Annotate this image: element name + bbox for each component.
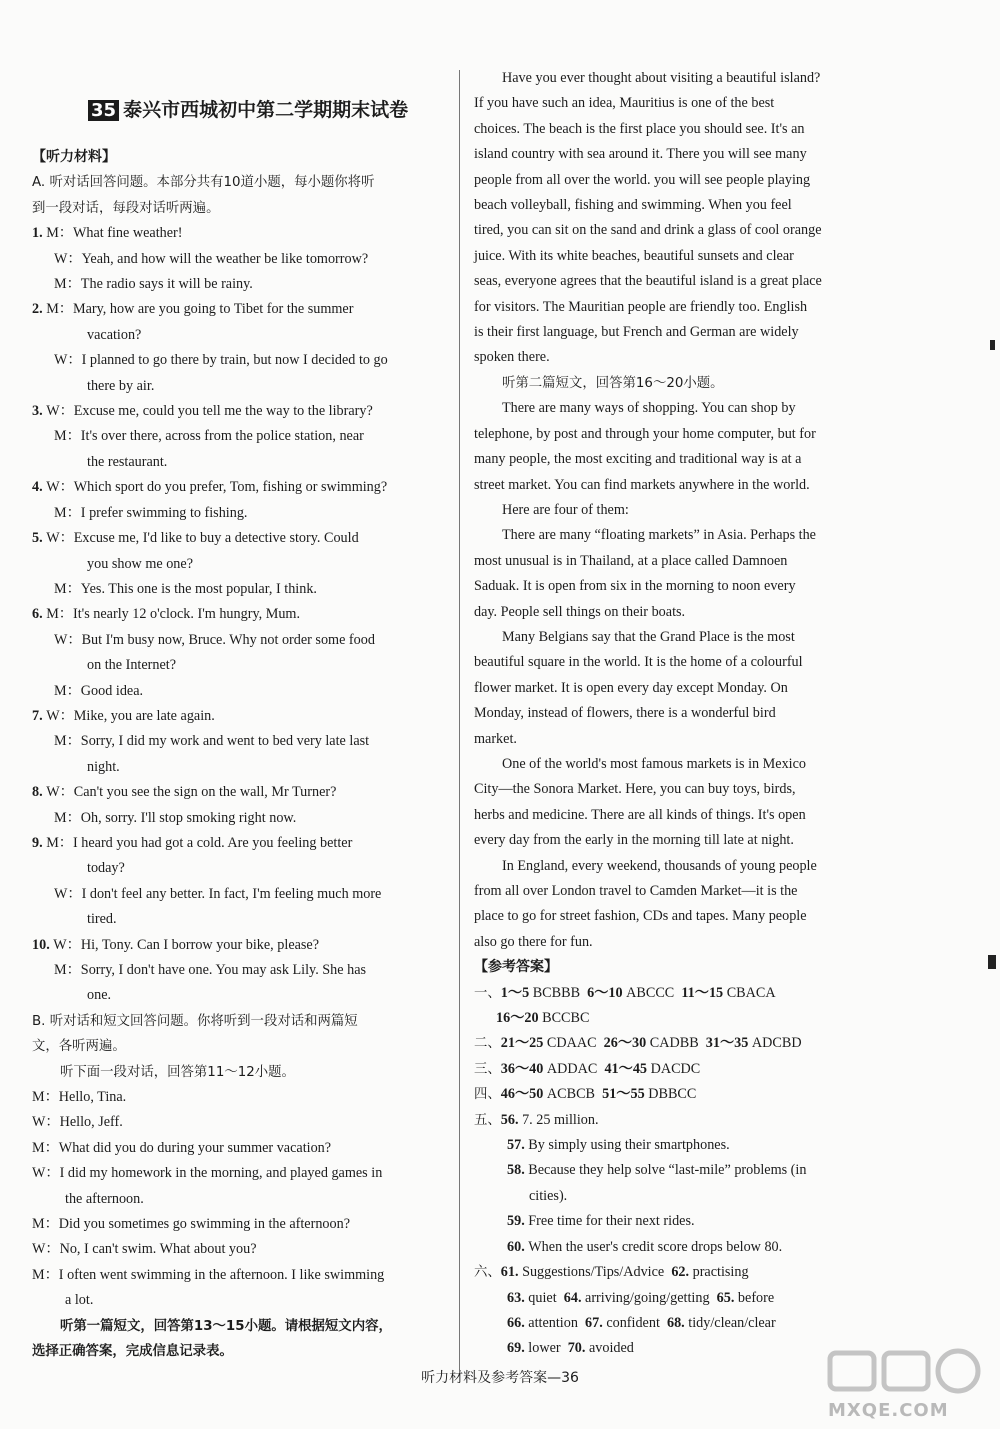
line-text: the restaurant. xyxy=(87,453,168,470)
line-text: M：Sorry, I don't have one. You may ask Lily. She has xyxy=(54,962,367,978)
right-line xyxy=(474,981,886,1006)
line-text: for visitors. The Mauritian people are friendly too. English xyxy=(474,298,808,315)
right-line xyxy=(474,955,886,980)
section-label: 五、 xyxy=(474,1112,501,1128)
left-line xyxy=(32,856,452,881)
left-line xyxy=(32,1314,452,1339)
left-line xyxy=(32,196,452,221)
left-line xyxy=(32,272,452,297)
right-line xyxy=(474,447,886,472)
answer-number: 6～10 xyxy=(587,984,627,1001)
left-line xyxy=(32,1009,452,1034)
right-line xyxy=(474,1006,886,1031)
right-line xyxy=(474,117,886,142)
section-label: 六、 xyxy=(474,1265,501,1281)
right-line xyxy=(474,168,886,193)
right-line xyxy=(474,1235,886,1260)
line-text: M：Sorry, I did my work and went to bed very late last xyxy=(54,733,370,750)
left-line xyxy=(32,628,452,653)
line-text: W：I did my homework in the morning, and played games in xyxy=(32,1165,383,1182)
answer-number: 59. xyxy=(507,1213,529,1230)
line-text: M：Mary, how are you going to Tibet for the summer xyxy=(46,301,354,318)
section-label: 一、 xyxy=(474,985,501,1001)
line-text: spoken there. xyxy=(474,349,550,366)
answer-text: arriving/going/getting xyxy=(585,1289,717,1306)
left-line xyxy=(32,424,452,449)
line-text: W：Excuse me, I'd like to buy a detective story. Could xyxy=(46,530,359,547)
left-line xyxy=(32,247,452,272)
answer-text: Free time for their next rides. xyxy=(528,1213,695,1230)
answer-text: avoided xyxy=(588,1340,634,1357)
line-text: vacation? xyxy=(87,326,142,343)
line-text: M：I prefer swimming to fishing. xyxy=(54,504,248,521)
answer-text: tidy/clean/clear xyxy=(688,1314,776,1331)
right-line xyxy=(474,600,886,625)
left-line xyxy=(32,501,452,526)
answer-text: cities). xyxy=(529,1187,568,1204)
left-line xyxy=(32,1136,452,1161)
right-line xyxy=(474,625,886,650)
question-number: 2. xyxy=(32,301,47,318)
line-text: Have you ever thought about visiting a beautiful island? xyxy=(502,70,821,86)
right-line xyxy=(474,422,886,447)
line-text: W：Which sport do you prefer, Tom, fishing or swimming? xyxy=(46,479,388,496)
question-number: 10. xyxy=(32,936,54,953)
line-text: night. xyxy=(87,758,120,775)
line-text: W：Yeah, and how will the weather be like tomorrow? xyxy=(54,250,369,267)
line-text: W：Mike, you are late again. xyxy=(46,707,215,724)
answer-text: confident xyxy=(606,1314,667,1331)
line-text: W：I don't feel any better. In fact, I'm feeling much more xyxy=(54,885,382,902)
line-text: W：But I'm busy now, Bruce. Why not order some food xyxy=(54,631,375,648)
right-line xyxy=(474,1082,886,1107)
line-text: M：Good idea. xyxy=(54,682,144,699)
left-line xyxy=(32,1161,452,1186)
line-text: M：Yes. This one is the most popular, I think. xyxy=(54,580,317,597)
right-line xyxy=(474,803,886,828)
right-line xyxy=(474,1158,886,1183)
right-line xyxy=(474,1133,886,1158)
left-line xyxy=(32,704,452,729)
line-text: W：Hello, Jeff. xyxy=(32,1114,123,1131)
answer-number: 36～40 xyxy=(500,1060,547,1077)
left-line xyxy=(32,1339,452,1364)
page-footer: 听力材料及参考答案—36 xyxy=(421,1370,579,1386)
right-line xyxy=(474,574,886,599)
right-line xyxy=(474,396,886,421)
line-text: one. xyxy=(87,987,112,1004)
section-label: 二、 xyxy=(474,1036,501,1052)
question-number: 3. xyxy=(32,403,47,420)
answer-text: 7. 25 million. xyxy=(522,1111,599,1128)
answer-text: Because they help solve “last-mile” problems (in xyxy=(528,1162,807,1179)
left-line xyxy=(32,983,452,1008)
left-line xyxy=(32,552,452,577)
line-text: tired, you can sit on the sand and drink a glass of cool orange xyxy=(474,222,822,239)
line-text: most unusual is in Thailand, at a place called Damnoen xyxy=(474,552,788,569)
line-text: choices. The beach is the first place you should see. It's an xyxy=(474,120,805,137)
line-text: island country with sea around it. There you will see many xyxy=(474,146,807,163)
line-text: Monday, instead of flowers, there is a wonderful bird xyxy=(474,705,776,722)
answer-text: By simply using their smartphones. xyxy=(528,1137,730,1154)
right-line xyxy=(474,777,886,802)
line-text: day. People sell things on their boats. xyxy=(474,603,686,620)
line-text: Many Belgians say that the Grand Place is the most xyxy=(502,628,795,645)
right-line xyxy=(474,1184,886,1209)
left-line xyxy=(32,1034,452,1059)
left-line xyxy=(32,1060,452,1085)
line-text: beautiful square in the world. It is the home of a colourful xyxy=(474,654,803,671)
answer-number: 62. xyxy=(671,1264,693,1281)
right-line xyxy=(474,752,886,777)
answer-number: 68. xyxy=(666,1314,689,1331)
section-label: 三、 xyxy=(474,1061,501,1077)
left-line xyxy=(32,1288,452,1313)
line-text: 【参考答案】 xyxy=(474,959,558,976)
right-column xyxy=(474,66,886,1362)
answer-text: before xyxy=(737,1289,775,1306)
left-line xyxy=(32,170,452,195)
line-text: There are many “floating markets” in Asia. Perhaps the xyxy=(502,527,816,544)
answer-number: 46～50 xyxy=(500,1086,547,1103)
right-line xyxy=(474,904,886,929)
line-text: M：I heard you had got a cold. Are you feeling better xyxy=(46,834,353,851)
answer-number: 70. xyxy=(567,1340,589,1357)
answer-text: CBACA xyxy=(726,984,776,1001)
answer-number: 66. xyxy=(507,1314,529,1331)
left-column xyxy=(32,145,452,1365)
line-text: people from all over the world. you will see people playing xyxy=(474,171,811,188)
left-line xyxy=(32,1085,452,1110)
right-line xyxy=(474,701,886,726)
left-line xyxy=(32,882,452,907)
answer-number: 64. xyxy=(563,1289,586,1306)
line-text: place to go for street fashion, CDs and tapes. Many people xyxy=(474,908,807,925)
right-line xyxy=(474,549,886,574)
answer-number: 61. xyxy=(500,1264,523,1281)
line-text: herbs and medicine. There are all kinds of things. It's open xyxy=(474,806,806,823)
answer-text: quiet xyxy=(528,1289,564,1306)
right-line xyxy=(474,498,886,523)
right-line xyxy=(474,828,886,853)
right-line xyxy=(474,218,886,243)
line-text: W：No, I can't swim. What about you? xyxy=(32,1241,257,1258)
right-line xyxy=(474,930,886,955)
answer-number: 31～35 xyxy=(705,1035,752,1052)
right-line xyxy=(474,1260,886,1285)
answer-number: 65. xyxy=(716,1289,738,1306)
left-line xyxy=(32,297,452,322)
left-line xyxy=(32,348,452,373)
left-line xyxy=(32,450,452,475)
answer-text: practising xyxy=(692,1264,749,1281)
scan-edge-mark xyxy=(988,955,996,969)
right-line xyxy=(474,1311,886,1336)
line-text: W：Hi, Tony. Can I borrow your bike, please? xyxy=(53,936,320,953)
left-line xyxy=(32,145,452,170)
left-line xyxy=(32,755,452,780)
line-text: market. xyxy=(474,730,517,747)
line-text: also go there for fun. xyxy=(474,933,593,950)
right-line xyxy=(474,320,886,345)
left-line xyxy=(32,1237,452,1262)
answer-number: 69. xyxy=(507,1340,529,1357)
exam-title-text: 泰兴市西城初中第二学期期末试卷 xyxy=(123,99,409,121)
line-text: the afternoon. xyxy=(65,1190,144,1207)
line-text: M：Hello, Tina. xyxy=(32,1089,127,1106)
column-divider xyxy=(459,70,460,1370)
right-line xyxy=(474,142,886,167)
line-text: M：It's over there, across from the police station, near xyxy=(54,428,364,445)
line-text: 【听力材料】 xyxy=(32,149,116,165)
right-line xyxy=(474,854,886,879)
question-number: 8. xyxy=(32,784,47,801)
right-line xyxy=(474,650,886,675)
line-text: B. 听对话和短文回答问题。你将听到一段对话和两篇短 xyxy=(32,1013,358,1029)
line-text: on the Internet? xyxy=(87,657,177,674)
line-text: street market. You can find markets anywhere in the world. xyxy=(474,476,810,493)
left-line xyxy=(32,1110,452,1135)
question-number: 1. xyxy=(32,225,47,242)
answer-text: attention xyxy=(528,1314,586,1331)
line-text: 听下面一段对话，回答第11～12小题。 xyxy=(60,1064,295,1080)
line-text: 听第二篇短文，回答第16～20小题。 xyxy=(502,375,724,391)
left-line xyxy=(32,323,452,348)
line-text: M：Did you sometimes go swimming in the afternoon? xyxy=(32,1216,350,1233)
answer-number: 41～45 xyxy=(604,1060,651,1077)
right-line xyxy=(474,879,886,904)
answer-text: CADBB xyxy=(649,1035,706,1052)
left-line xyxy=(32,806,452,831)
left-line xyxy=(32,653,452,678)
right-line xyxy=(474,473,886,498)
watermark-url: MXQE.COM xyxy=(828,1400,949,1421)
line-text: A. 听对话回答问题。本部分共有10道小题，每小题你将听 xyxy=(32,175,375,191)
line-text: M：It's nearly 12 o'clock. I'm hungry, Mum. xyxy=(46,606,300,623)
line-text: there by air. xyxy=(87,377,155,394)
line-text: Saduak. It is open from six in the morning to noon every xyxy=(474,578,796,595)
line-text: W：I planned to go there by train, but now I decided to go xyxy=(54,352,388,369)
answer-text: ABCCC xyxy=(626,984,682,1001)
answer-number: 63. xyxy=(507,1289,529,1306)
line-text: W：Excuse me, could you tell me the way to the library? xyxy=(46,403,373,420)
answer-text: DBBCC xyxy=(648,1086,697,1103)
left-line xyxy=(32,1187,452,1212)
right-line xyxy=(474,676,886,701)
answer-text: When the user's credit score drops below 80. xyxy=(528,1238,783,1255)
answer-text: BCCBC xyxy=(542,1010,590,1027)
right-line xyxy=(474,1031,886,1056)
question-number: 5. xyxy=(32,530,47,547)
answer-text: ADDAC xyxy=(546,1060,605,1077)
exam-number-badge: 35 xyxy=(88,100,119,121)
right-line xyxy=(474,295,886,320)
line-text: M：What did you do during your summer vacation? xyxy=(32,1139,332,1156)
right-line xyxy=(474,193,886,218)
answer-text: Suggestions/Tips/Advice xyxy=(522,1264,672,1281)
right-line xyxy=(474,371,886,396)
right-line xyxy=(474,727,886,752)
right-line xyxy=(474,66,886,91)
answer-number: 60. xyxy=(507,1238,529,1255)
line-text: every day from the early in the morning till late at night. xyxy=(474,832,794,849)
right-line xyxy=(474,244,886,269)
answer-number: 58. xyxy=(507,1162,529,1179)
right-line xyxy=(474,1108,886,1133)
question-number: 9. xyxy=(32,834,47,851)
left-line xyxy=(32,221,452,246)
right-line xyxy=(474,523,886,548)
left-line xyxy=(32,679,452,704)
line-text: W：Can't you see the sign on the wall, Mr Turner? xyxy=(46,784,337,801)
page-title xyxy=(88,95,408,122)
line-text: There are many ways of shopping. You can shop by xyxy=(502,400,796,417)
line-text: M：What fine weather! xyxy=(46,225,183,242)
line-text: seas, everyone agrees that the beautiful island is a great place xyxy=(474,273,822,290)
left-line xyxy=(32,1212,452,1237)
line-text: 选择正确答案，完成信息记录表。 xyxy=(32,1344,233,1360)
line-text: M：The radio says it will be rainy. xyxy=(54,276,253,293)
line-text: Here are four of them: xyxy=(502,501,629,518)
line-text: today? xyxy=(87,860,125,877)
right-line xyxy=(474,1057,886,1082)
line-text: beach volleyball, fishing and swimming. When you feel xyxy=(474,197,792,214)
left-line xyxy=(32,831,452,856)
line-text: 听第一篇短文，回答第13～15小题。请根据短文内容， xyxy=(60,1318,392,1334)
section-label: 四、 xyxy=(474,1087,501,1103)
left-line xyxy=(32,475,452,500)
question-number: 4. xyxy=(32,479,47,496)
scan-edge-mark xyxy=(990,340,995,350)
answer-number: 26～30 xyxy=(603,1035,650,1052)
right-line xyxy=(474,91,886,116)
left-line xyxy=(32,602,452,627)
answer-number: 16～20 xyxy=(496,1010,543,1027)
answer-number: 56. xyxy=(500,1111,523,1128)
answer-number: 11～15 xyxy=(681,984,727,1001)
watermark-logo-icon xyxy=(830,1351,978,1391)
answer-text: DACDC xyxy=(650,1060,701,1077)
line-text: tired. xyxy=(87,911,117,928)
line-text: In England, every weekend, thousands of young people xyxy=(502,857,817,874)
right-line xyxy=(474,269,886,294)
question-number: 7. xyxy=(32,707,47,724)
right-line xyxy=(474,1286,886,1311)
line-text: M：I often went swimming in the afternoon. I like swimming xyxy=(32,1266,385,1283)
line-text: M：Oh, sorry. I'll stop smoking right now. xyxy=(54,809,297,826)
line-text: If you have such an idea, Mauritius is one of the best xyxy=(474,95,775,112)
left-line xyxy=(32,907,452,932)
line-text: a lot. xyxy=(65,1292,94,1309)
left-line xyxy=(32,958,452,983)
answer-text: ACBCB xyxy=(546,1086,603,1103)
left-line xyxy=(32,729,452,754)
left-line xyxy=(32,374,452,399)
answer-number: 21～25 xyxy=(500,1035,547,1052)
left-line xyxy=(32,780,452,805)
line-text: juice. With its white beaches, beautiful sunsets and clear xyxy=(474,247,794,264)
answer-text: ADCBD xyxy=(751,1035,802,1052)
line-text: many people, the most exciting and traditional way is at a xyxy=(474,451,802,468)
answer-number: 57. xyxy=(507,1137,529,1154)
answer-text: CDAAC xyxy=(546,1035,604,1052)
answer-number: 67. xyxy=(585,1314,607,1331)
left-line xyxy=(32,399,452,424)
line-text: you show me one? xyxy=(87,555,193,572)
line-text: 到一段对话，每段对话听两遍。 xyxy=(32,200,220,216)
line-text: from all over London travel to Camden Market—it is the xyxy=(474,883,798,899)
right-line xyxy=(474,1209,886,1234)
answer-text: lower xyxy=(528,1340,568,1357)
line-text: is their first language, but French and German are widely xyxy=(474,324,799,341)
left-line xyxy=(32,577,452,602)
line-text: One of the world's most famous markets is in Mexico xyxy=(502,755,806,772)
question-number: 6. xyxy=(32,606,47,623)
right-line xyxy=(474,345,886,370)
left-line xyxy=(32,1263,452,1288)
line-text: telephone, by post and through your home computer, but for xyxy=(474,425,816,442)
line-text: 文，各听两遍。 xyxy=(32,1039,126,1055)
answer-number: 51～55 xyxy=(602,1086,649,1103)
answer-text: BCBBB xyxy=(532,984,588,1001)
left-line xyxy=(32,526,452,551)
left-line xyxy=(32,933,452,958)
line-text: City—the Sonora Market. Here, you can buy toys, birds, xyxy=(474,781,796,798)
answer-number: 1～5 xyxy=(500,984,533,1001)
line-text: flower market. It is open every day except Monday. On xyxy=(474,679,788,696)
